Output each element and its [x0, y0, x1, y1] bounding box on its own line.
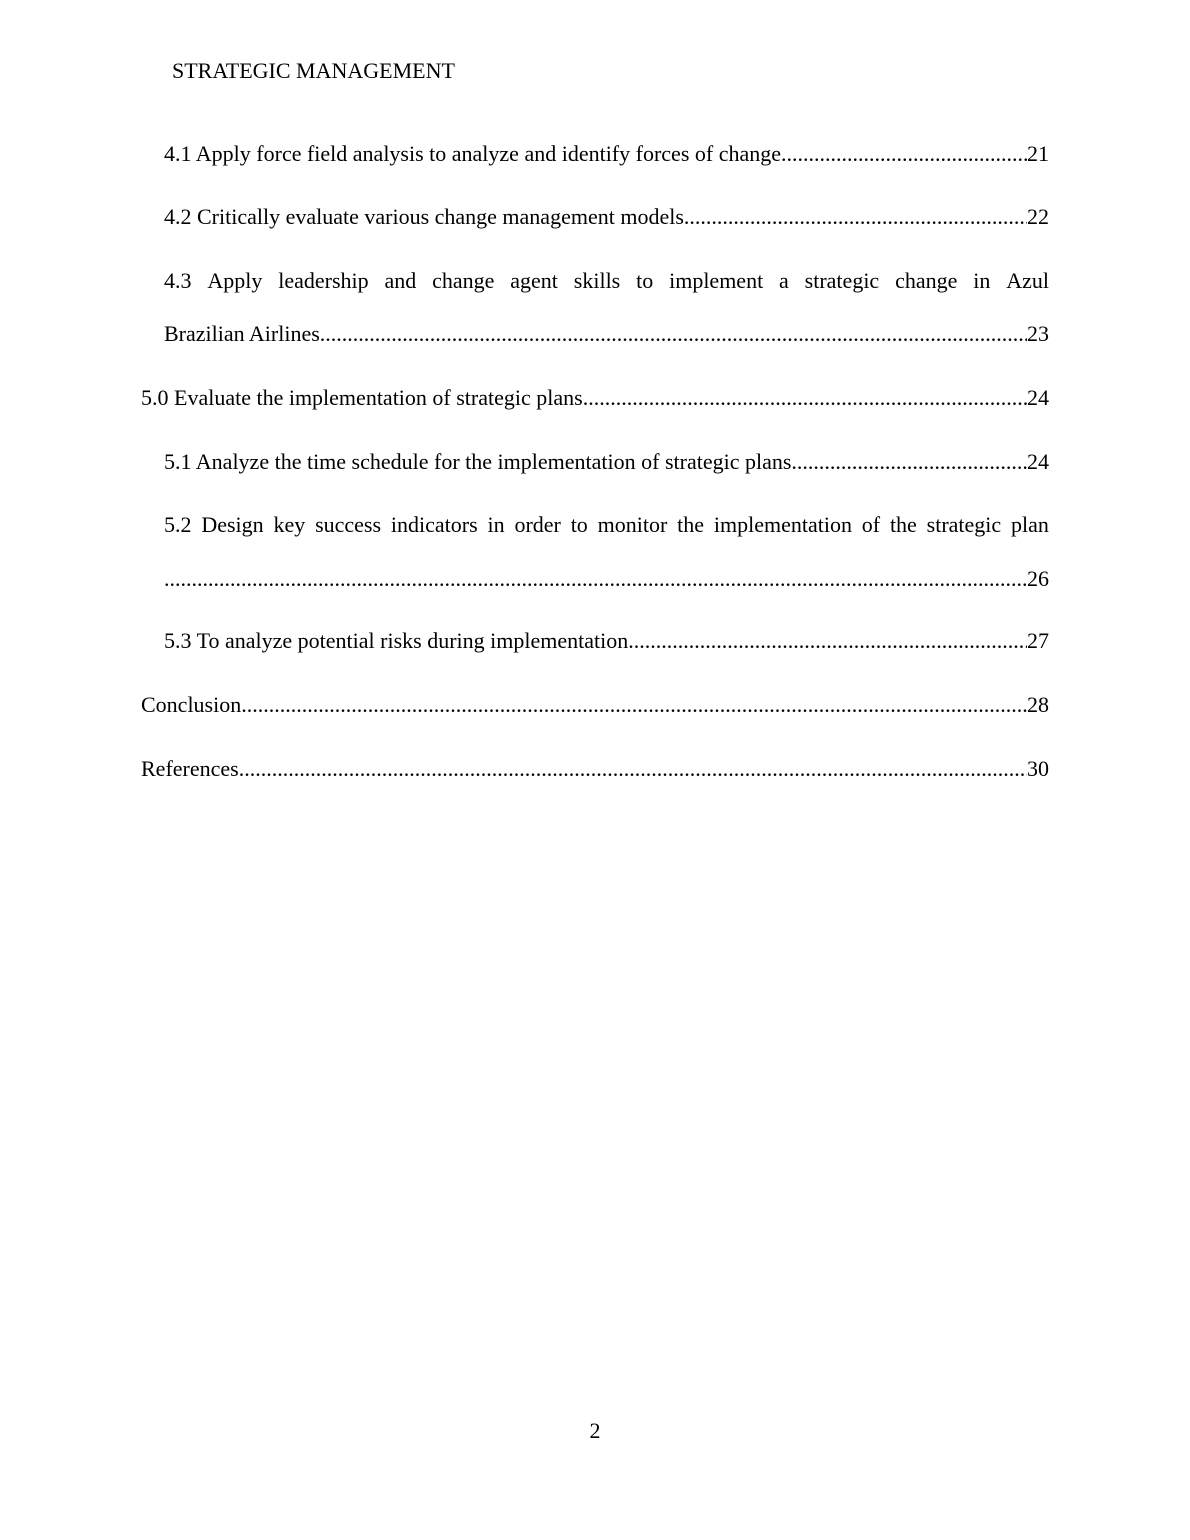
word: implement: [669, 268, 764, 293]
word: order: [514, 512, 561, 537]
toc-entry-title: 4.1 Apply force field analysis to analyze and identify forces of change: [164, 141, 781, 166]
toc-entry-title: 5.0 Evaluate the implementation of strategic plans: [141, 385, 583, 410]
word: strategic: [926, 512, 1002, 537]
word: Design: [201, 512, 264, 537]
word: indicators: [390, 512, 478, 537]
toc-entry-5-2-line-2[interactable]: [164, 564, 1049, 594]
word: 4.3: [164, 268, 192, 293]
dot-leader: [583, 383, 1027, 413]
dot-leader: [628, 626, 1027, 656]
toc-entry-page: 28: [1027, 692, 1049, 717]
word: skills: [573, 268, 621, 293]
toc-entry-page: 23: [1027, 321, 1049, 346]
word: 5.2: [164, 512, 192, 537]
word: in: [973, 268, 991, 293]
word: strategic: [804, 268, 880, 293]
toc-entry-4-3-line-2[interactable]: [164, 319, 1049, 349]
toc-entry-page: 24: [1027, 385, 1049, 410]
word: to: [570, 512, 588, 537]
toc-entry-title: 4.2 Critically evaluate various change management models: [164, 204, 684, 229]
word: implementation: [713, 512, 852, 537]
toc-entry-page: 26: [1027, 566, 1049, 591]
toc-entry-page: 27: [1027, 628, 1049, 653]
word: agent: [510, 268, 558, 293]
toc-entry-title: References: [141, 756, 239, 781]
page-number: 2: [589, 1418, 601, 1443]
word: a: [779, 268, 789, 293]
word: key: [273, 512, 306, 537]
word: change: [432, 268, 495, 293]
word: Apply: [207, 268, 263, 293]
toc-entry-title: Conclusion: [141, 692, 242, 717]
word: plan: [1011, 512, 1049, 537]
running-head: STRATEGIC MANAGEMENT: [172, 58, 455, 83]
toc-entry-5-3[interactable]: [164, 626, 1049, 656]
toc-entry-5-1[interactable]: [164, 447, 1049, 477]
dot-leader: [320, 319, 1027, 349]
toc-entry-references[interactable]: [141, 754, 1049, 784]
dot-leader: [239, 754, 1027, 784]
word: in: [487, 512, 505, 537]
word: to: [636, 268, 654, 293]
toc-entry-4-2[interactable]: [164, 202, 1049, 232]
word: of: [861, 512, 881, 537]
dot-leader: [791, 447, 1027, 477]
word: the: [889, 512, 917, 537]
word: leadership: [278, 268, 369, 293]
toc-entry-5-0[interactable]: [141, 383, 1049, 413]
word: success: [315, 512, 382, 537]
toc-entry-title: 5.1 Analyze the time schedule for the implementation of strategic plans: [164, 449, 792, 474]
toc-entry-4-3[interactable]: [164, 266, 1049, 296]
word: monitor: [597, 512, 668, 537]
toc-entry-title: 5.3 To analyze potential risks during implementation: [164, 628, 629, 653]
toc-entry-line-1: [164, 266, 1049, 296]
toc-entry-page: 24: [1027, 449, 1049, 474]
toc-entry-title: Brazilian Airlines: [164, 321, 320, 346]
toc-entry-conclusion[interactable]: [141, 690, 1049, 720]
toc-entry-4-1[interactable]: [164, 139, 1049, 169]
word: Azul: [1006, 268, 1049, 293]
dot-leader: [164, 564, 1027, 594]
toc-entry-page: 21: [1027, 141, 1049, 166]
toc-entry-page: 22: [1027, 204, 1049, 229]
dot-leader: [241, 690, 1027, 720]
dot-leader: [781, 139, 1027, 169]
word: the: [677, 512, 705, 537]
toc-entry-5-2[interactable]: [164, 510, 1049, 540]
word: change: [895, 268, 958, 293]
word: and: [384, 268, 417, 293]
toc-entry-page: 30: [1027, 756, 1049, 781]
toc-entry-line-1: [164, 510, 1049, 540]
dot-leader: [684, 202, 1027, 232]
